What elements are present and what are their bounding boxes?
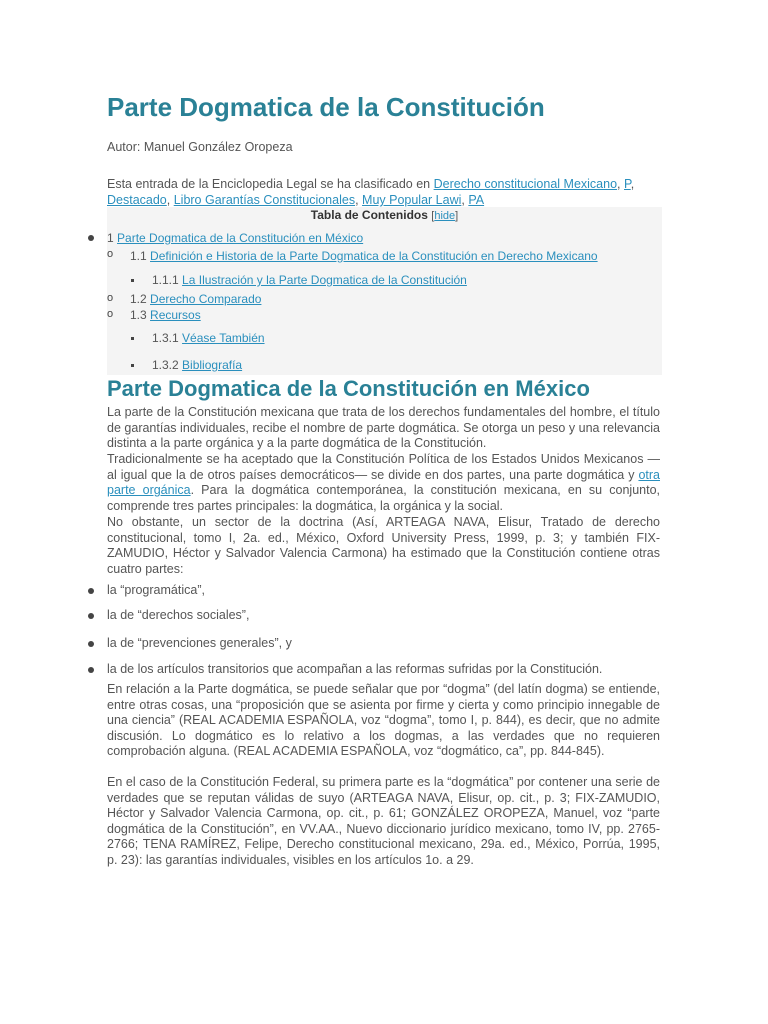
toc-item-link[interactable]: Bibliografía bbox=[182, 358, 243, 372]
separator: , bbox=[630, 177, 635, 191]
toc-item-number: 1.2 bbox=[130, 292, 147, 306]
category-link-derecho-constitucional[interactable]: Derecho constitucional Mexicano bbox=[433, 177, 618, 191]
paragraph-text: . Para la dogmática contemporánea, la constitución mexicana, en su conjunto, comprende tres partes principales: la dogmática, la orgánica y la social. bbox=[107, 483, 660, 513]
section-heading: Parte Dogmatica de la Constitución en México bbox=[107, 376, 590, 401]
author-line: Autor: Manuel González Oropeza bbox=[107, 140, 293, 154]
category-link-p[interactable]: P bbox=[624, 177, 631, 191]
category-link-libro-garantias[interactable]: Libro Garantías Constitucionales bbox=[173, 193, 356, 207]
paragraph-text: Tradicionalmente se ha aceptado que la Constitución Política de los Estados Unidos Mexicanos —al igual que la de otros países democráticos— se divide en dos partes, una parte dogmática y bbox=[107, 452, 660, 482]
bullet-square-icon bbox=[131, 364, 134, 367]
categories-line bbox=[107, 176, 667, 208]
toc-item-1-1-1[interactable] bbox=[152, 273, 467, 287]
toc-item-1[interactable] bbox=[107, 231, 363, 245]
bullet-disc-icon bbox=[88, 667, 94, 673]
bullet-disc-icon bbox=[88, 588, 94, 594]
toc-hide-toggle[interactable] bbox=[431, 210, 458, 222]
toc-item-number: 1.3.2 bbox=[152, 358, 179, 372]
separator: , bbox=[617, 177, 624, 191]
toc-hide-link[interactable]: hide bbox=[434, 210, 456, 222]
toc-title bbox=[107, 208, 662, 222]
bullet-circle-icon: o bbox=[107, 248, 114, 260]
page-title: Parte Dogmatica de la Constitución bbox=[107, 92, 545, 122]
list-item: la de “prevenciones generales”, y bbox=[107, 636, 292, 650]
list-item: la de los artículos transitorios que acompañan a las reformas sufridas por la Constitución. bbox=[107, 662, 603, 676]
toc-title-text: Tabla de Contenidos bbox=[310, 208, 428, 222]
toc-item-number: 1.3.1 bbox=[152, 331, 179, 345]
toc-item-1-1[interactable] bbox=[130, 249, 598, 263]
toc-item-link[interactable]: La Ilustración y la Parte Dogmatica de la Constitución bbox=[182, 273, 467, 287]
category-link-muy-popular[interactable]: Muy Popular Lawi bbox=[362, 193, 462, 207]
link-otra-parte-organica[interactable]: otra parte orgánica bbox=[107, 467, 660, 498]
list-item: la de “derechos sociales”, bbox=[107, 608, 250, 622]
bracket: ] bbox=[455, 210, 459, 222]
toc-item-link[interactable]: Definición e Historia de la Parte Dogmatica de la Constitución en Derecho Mexicano bbox=[150, 249, 598, 263]
toc-item-number: 1.1.1 bbox=[152, 273, 179, 287]
toc-item-link[interactable]: Derecho Comparado bbox=[150, 292, 262, 306]
category-link-pa[interactable]: PA bbox=[468, 193, 485, 207]
bullet-square-icon bbox=[131, 337, 134, 340]
toc-item-1-3-1[interactable] bbox=[152, 331, 265, 345]
categories-intro: Esta entrada de la Enciclopedia Legal se ha clasificado en bbox=[107, 177, 434, 191]
list-item: la “programática”, bbox=[107, 583, 205, 597]
toc-item-1-2[interactable] bbox=[130, 292, 261, 306]
toc-item-number: 1.3 bbox=[130, 308, 147, 322]
bullet-disc-icon bbox=[88, 641, 94, 647]
toc-item-number: 1.1 bbox=[130, 249, 147, 263]
paragraph-5: En el caso de la Constitución Federal, su primera parte es la “dogmática” por contener una serie de verdades que se reputan válidas de suyo (ARTEAGA NAVA, Elisur, op. cit., p. 3; FIX-ZAMUDIO, Héctor y Salvador Valencia Carmona, op. cit., p. 61; GONZÁLEZ OROPEZA, Manuel, voz “parte dogmática de la Constitución”, en VV.AA., Nuevo diccionario jurídico mexicano, tomo IV, pp. 2765-2766; TENA RAMÍREZ, Felipe, Derecho constitucional mexicano, 29a. ed., México, Porrúa, 1995, p. 23): las garantías individuales, visibles en los artículos 1o. a 29. bbox=[107, 775, 660, 867]
bullet-circle-icon: o bbox=[107, 292, 114, 304]
toc-item-link[interactable]: Parte Dogmatica de la Constitución en México bbox=[117, 231, 364, 245]
toc-item-1-3[interactable] bbox=[130, 308, 201, 322]
category-link-destacado[interactable]: Destacado bbox=[107, 193, 167, 207]
separator: , bbox=[461, 193, 469, 207]
toc-item-link[interactable]: Recursos bbox=[150, 308, 201, 322]
toc-item-link[interactable]: Véase También bbox=[182, 331, 265, 345]
bracket: [ bbox=[431, 210, 435, 222]
separator: , bbox=[355, 193, 363, 207]
toc-item-number: 1 bbox=[107, 231, 114, 245]
paragraph-2 bbox=[107, 452, 660, 514]
paragraph-1: La parte de la Constitución mexicana que trata de los derechos fundamentales del hombre, el título de garantías individuales, recibe el nombre de parte dogmática. Se otorga un peso y una relevancia distinta a la parte orgánica y a la parte dogmática de la Constitución. bbox=[107, 405, 660, 451]
paragraph-3: No obstante, un sector de la doctrina (Así, ARTEAGA NAVA, Elisur, Tratado de derecho constitucional, tomo I, 2a. ed., México, Oxford University Press, 1999, p. 3; y también FIX-ZAMUDIO, Héctor y Salvador Valencia Carmona) ha estimado que la Constitución contiene otras cuatro partes: bbox=[107, 515, 660, 576]
toc-item-1-3-2[interactable] bbox=[152, 358, 242, 372]
separator: , bbox=[166, 193, 174, 207]
paragraph-4: En relación a la Parte dogmática, se puede señalar que por “dogma” (del latín dogma) se entiende, entre otras cosas, una “proposición que se asienta por firme y cierta y como principio innegable de una ciencia” (REAL ACADEMIA ESPAÑOLA, voz “dogma”, tomo I, p. 844), es decir, que no admite discusión. Lo dogmático es lo relativo a los dogmas, a las verdades que no requieren comprobación alguna. (REAL ACADEMIA ESPAÑOLA, voz “dogmático, ca”, pp. 844-845). bbox=[107, 682, 660, 759]
bullet-disc-icon bbox=[88, 235, 94, 241]
bullet-disc-icon bbox=[88, 613, 94, 619]
bullet-circle-icon: o bbox=[107, 308, 114, 320]
bullet-square-icon bbox=[131, 279, 134, 282]
